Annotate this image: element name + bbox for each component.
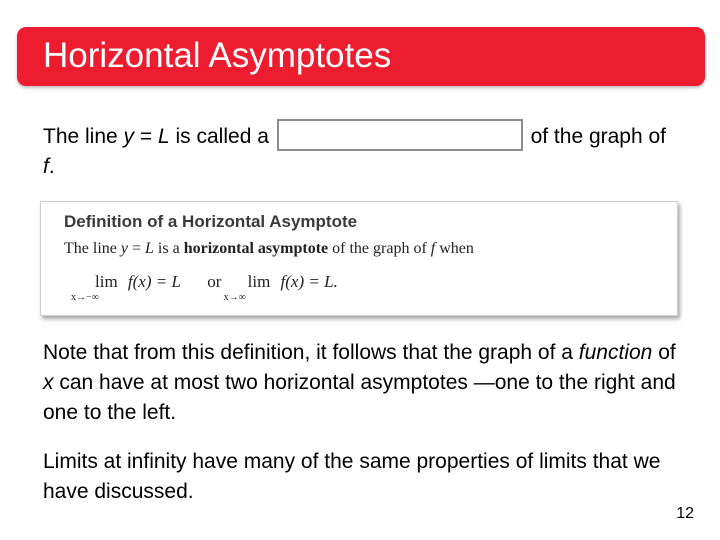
note-text-before: Note that from this definition, it follows that the graph of a: [43, 341, 579, 364]
def-var-l: L: [145, 240, 154, 257]
intro-var-y: y: [123, 125, 135, 148]
definition-statement: [64, 240, 474, 258]
page-number: 12: [676, 505, 694, 522]
note-text-after: can have at most two horizontal asymptotes —one to the right and one to the left.: [43, 371, 676, 424]
intro-text-before: The line: [43, 125, 124, 148]
lim2-expression: f(x) = L.: [280, 272, 338, 291]
def-when: when: [435, 240, 474, 257]
limit-pos-infinity: [223, 272, 271, 303]
def-var-f: f: [430, 240, 436, 257]
slide-title: Horizontal Asymptotes: [43, 36, 392, 75]
intro-var-f: f: [43, 155, 49, 178]
def-term: horizontal asymptote: [183, 240, 329, 257]
limit-equations: [71, 272, 338, 303]
note-var-x: x: [43, 371, 54, 394]
lim2-subscript: x→∞: [223, 292, 246, 303]
def-is: is a: [153, 240, 184, 257]
definition-heading: Definition of a Horizontal Asymptote: [64, 212, 358, 231]
intro-text-end: .: [48, 155, 55, 178]
lim2-word: lim: [247, 272, 271, 291]
note-function-word: function: [578, 341, 653, 364]
note-of: of: [652, 341, 676, 364]
intro-text-after: of the graph of: [530, 125, 667, 148]
note-paragraph: [43, 338, 683, 428]
intro-var-l: L: [157, 125, 170, 148]
def-of: of the graph of: [328, 240, 431, 257]
limit-neg-infinity: [71, 272, 118, 303]
lim1-expression: f(x) = L: [127, 272, 181, 291]
answer-blank-box: [277, 119, 523, 151]
lim1-subscript: x→−∞: [71, 292, 99, 303]
def-text-before: The line: [64, 240, 121, 257]
intro-eq: =: [134, 125, 158, 148]
limits-paragraph: Limits at infinity have many of the same properties of limits that we have discussed.: [43, 450, 661, 503]
definition-box: [40, 201, 678, 316]
def-var-y: y: [120, 240, 128, 257]
intro-paragraph: [43, 119, 683, 182]
lim1-word: lim: [95, 272, 118, 291]
title-bar: [17, 27, 705, 86]
intro-text-mid: is called a: [169, 125, 269, 148]
or-word: or: [207, 272, 222, 291]
def-eq: =: [127, 240, 146, 257]
